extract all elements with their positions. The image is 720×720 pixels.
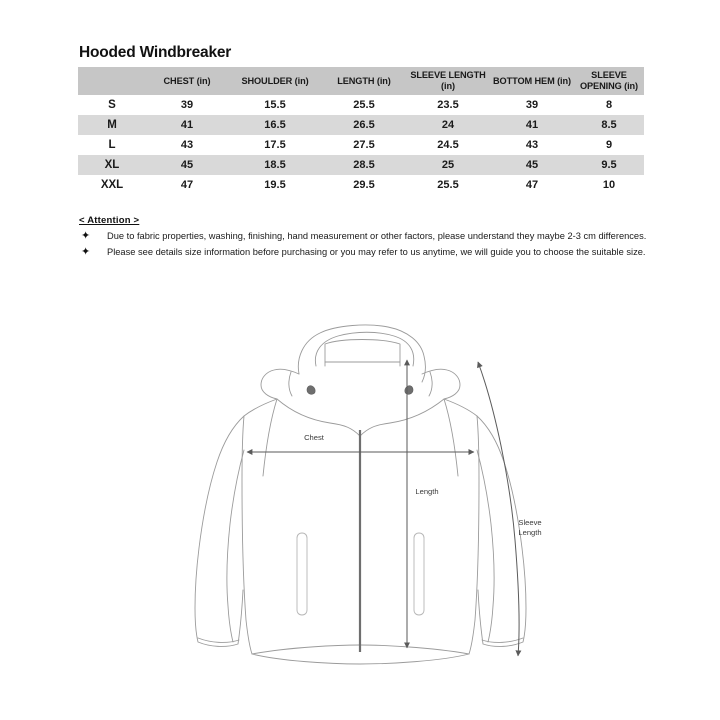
- cell-sleeve-length: 25.5: [406, 175, 490, 195]
- table-row: [78, 115, 644, 135]
- sleeve-length-measure-label-line1: Sleeve: [518, 518, 542, 527]
- cell-shoulder: 17.5: [228, 135, 322, 155]
- cell-bottom-hem: 41: [490, 115, 574, 135]
- cell-length: 28.5: [322, 155, 406, 175]
- cell-chest: 39: [146, 95, 228, 115]
- cell-shoulder: 19.5: [228, 175, 322, 195]
- cell-chest: 41: [146, 115, 228, 135]
- chest-measure-label: Chest: [304, 433, 324, 442]
- column-header-size: [78, 67, 146, 95]
- cell-sleeve-length: 23.5: [406, 95, 490, 115]
- cell-bottom-hem: 43: [490, 135, 574, 155]
- left-sleeve-outline: [195, 416, 244, 646]
- hood-left-fold-crease: [289, 372, 292, 396]
- cell-sleeve-length: 24: [406, 115, 490, 135]
- cell-size: S: [78, 95, 146, 115]
- attention-note: [79, 230, 659, 243]
- hood-right-fold-crease: [429, 372, 432, 396]
- column-header-length: LENGTH (in): [322, 67, 406, 95]
- attention-note-text: Due to fabric properties, washing, finishing, hand measurement or other factors, please understand they maybe 2-3 cm differences.: [107, 231, 647, 241]
- hood-outer-outline: [298, 325, 425, 382]
- cell-size: XL: [78, 155, 146, 175]
- table-row: [78, 95, 644, 115]
- left-shoulder-seam: [263, 399, 277, 476]
- hood-right-fold: [422, 369, 460, 399]
- table-row: [78, 175, 644, 195]
- cell-sleeve-length: 25: [406, 155, 490, 175]
- table-body: [78, 95, 644, 195]
- body-left-outline: [242, 399, 360, 664]
- cell-shoulder: 16.5: [228, 115, 322, 135]
- body-right-outline: [360, 399, 479, 664]
- cell-sleeve-opening: 10: [574, 175, 644, 195]
- column-header-shoulder: SHOULDER (in): [228, 67, 322, 95]
- column-header-sleeve-length: SLEEVE LENGTH (in): [406, 67, 490, 95]
- cell-size: XXL: [78, 175, 146, 195]
- cell-length: 25.5: [322, 95, 406, 115]
- size-chart-table: [78, 67, 644, 195]
- table-row: [78, 155, 644, 175]
- cell-length: 29.5: [322, 175, 406, 195]
- attention-note-text: Please see details size information before purchasing or you may refer to us anytime, we will guide you to choose the suitable size.: [107, 247, 646, 258]
- column-header-bottom-hem: BOTTOM HEM (in): [490, 67, 574, 95]
- sleeve-length-measure-arrow: [478, 362, 519, 656]
- length-measure-label: Length: [415, 487, 439, 496]
- garment-diagram: [0, 300, 720, 710]
- cell-bottom-hem: 47: [490, 175, 574, 195]
- attention-block: [79, 215, 659, 263]
- cell-shoulder: 18.5: [228, 155, 322, 175]
- page-title: Hooded Windbreaker: [79, 44, 232, 61]
- cell-size: M: [78, 115, 146, 135]
- cell-chest: 45: [146, 155, 228, 175]
- attention-heading: < Attention >: [79, 215, 140, 226]
- cell-bottom-hem: 39: [490, 95, 574, 115]
- right-shoulder-seam: [444, 399, 458, 476]
- table-header-row: [78, 67, 644, 95]
- drawcord-left-icon: [307, 386, 315, 395]
- cell-bottom-hem: 45: [490, 155, 574, 175]
- left-pocket-welt: [297, 533, 307, 615]
- drawcord-right-icon: [405, 386, 413, 395]
- cell-shoulder: 15.5: [228, 95, 322, 115]
- table-header: [78, 67, 644, 95]
- cell-sleeve-opening: 8.5: [574, 115, 644, 135]
- cell-sleeve-opening: 9.5: [574, 155, 644, 175]
- cell-chest: 43: [146, 135, 228, 155]
- hood-inner-outline: [315, 332, 413, 366]
- star-bullet-icon: ✦: [81, 246, 91, 259]
- cell-length: 26.5: [322, 115, 406, 135]
- cell-chest: 47: [146, 175, 228, 195]
- column-header-chest: CHEST (in): [146, 67, 228, 95]
- cell-size: L: [78, 135, 146, 155]
- column-header-sleeve-opening: SLEEVE OPENING (in): [574, 67, 644, 95]
- star-bullet-icon: ✦: [81, 230, 91, 242]
- cell-length: 27.5: [322, 135, 406, 155]
- hood-left-fold: [261, 369, 299, 399]
- cell-sleeve-opening: 8: [574, 95, 644, 115]
- table-row: [78, 135, 644, 155]
- sleeve-length-measure-label-line2: Length: [518, 528, 542, 537]
- cell-sleeve-length: 24.5: [406, 135, 490, 155]
- right-pocket-welt: [414, 533, 424, 615]
- cell-sleeve-opening: 9: [574, 135, 644, 155]
- attention-note: [79, 246, 659, 259]
